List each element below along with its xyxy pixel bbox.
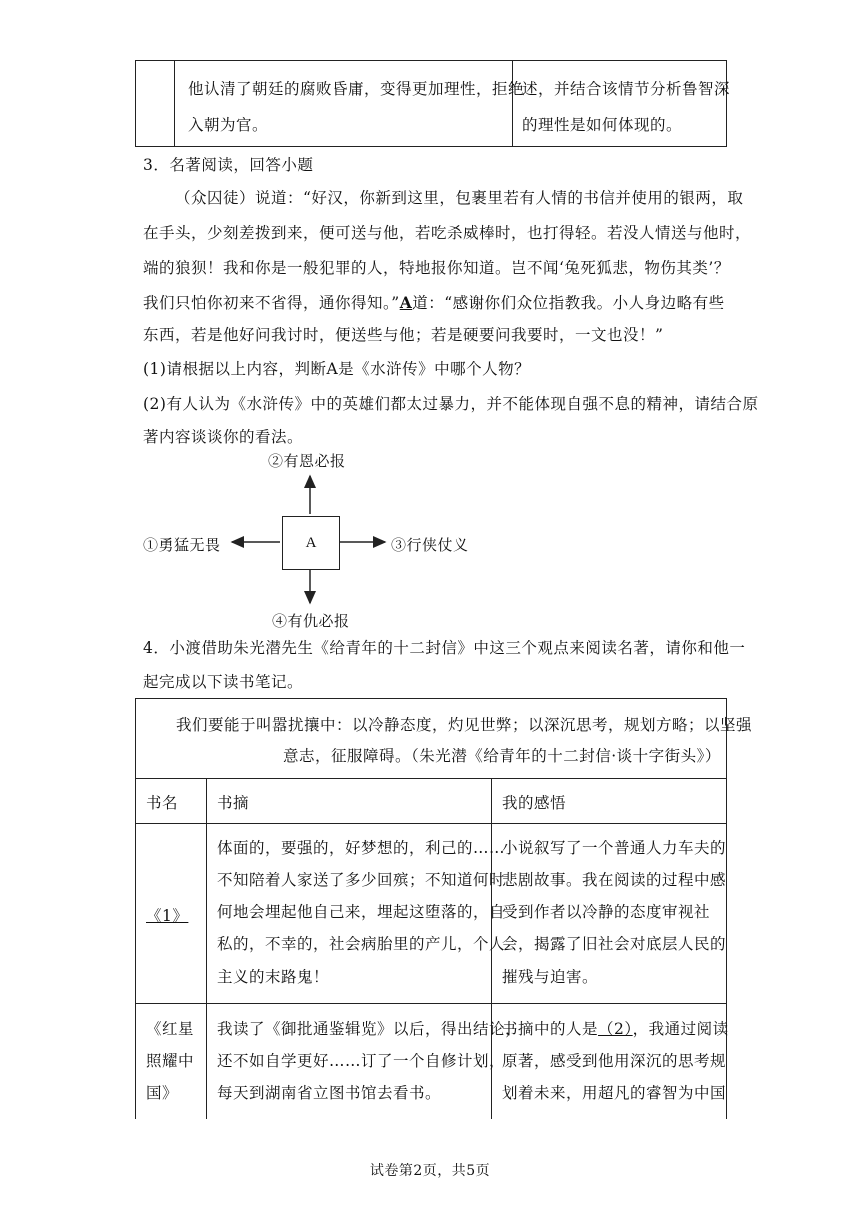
row2-excerpt-1: 我读了《御批通鉴辑览》以后，得出结论，	[217, 1020, 522, 1038]
row1-insight-1: 小说叙写了一个普通人力车夫的	[502, 839, 727, 857]
row2-excerpt-3: 每天到湖南省立图书馆去看书。	[217, 1084, 442, 1102]
row2-title-3: 国》	[146, 1084, 179, 1102]
page-footer: 试卷第2页，共5页	[369, 1163, 491, 1179]
row1-insight-3: 受到作者以冷静的态度审视社	[502, 903, 711, 921]
quote-line-1: 我们要能于叫嚣扰攘中：以冷静态度，灼见世弊；以深沉思考，规划方略；以坚强	[176, 716, 753, 734]
reading-notes-table	[135, 698, 753, 1119]
header-excerpt: 书摘	[217, 794, 250, 812]
q4-heading-line-2: 起完成以下读书笔记。	[143, 673, 304, 691]
row-rule-1	[136, 778, 726, 779]
row1-insight-5: 摧残与迫害。	[502, 968, 599, 986]
top-middle-line-2: 入朝为官。	[188, 116, 269, 134]
q3-passage-line-4b: 道：“感谢你们众位指教我。小人身边略有些	[412, 294, 725, 312]
q3-passage-line-4a: 我们只怕你初来不省得，通你得知。”	[143, 294, 400, 312]
q4-heading-line-1: 4．小渡借助朱光潜先生《给青年的十二封信》中这三个观点来阅读名著，请你和他一	[143, 639, 746, 657]
quote-line-2: 意志，征服障碍。（朱光潜《给青年的十二封信·谈十字街头》）	[283, 747, 721, 765]
header-title: 书名	[146, 794, 179, 812]
header-insight: 我的感悟	[502, 794, 567, 812]
diagram-bottom-label: ④有仇必报	[272, 612, 350, 630]
row2-title-1: 《红星	[146, 1020, 195, 1038]
row2-insight-prefix: 书摘中的人是	[502, 1020, 599, 1038]
top-right-line-1: 述，并结合该情节分析鲁智深	[522, 80, 731, 98]
row1-excerpt-4: 私的，不幸的，社会病胎里的产儿，个人	[217, 935, 506, 953]
diagram-right-label: ③行侠仗义	[391, 536, 469, 554]
col-rule-1	[206, 778, 207, 1119]
row1-insight-2: 悲剧故事。我在阅读的过程中感	[502, 871, 727, 889]
row1-insight-4: 会，揭露了旧社会对底层人民的	[502, 935, 727, 953]
row1-excerpt-3: 何地会埋起他自己来，埋起这堕落的，自	[217, 903, 506, 921]
diagram-left-label: ①勇猛无畏	[143, 536, 221, 554]
q3-passage-line-3: 端的狼狈！我和你是一般犯罪的人，特地报你知道。岂不闻‘兔死狐悲，物伤其类’？	[143, 259, 730, 277]
q3-passage-line-5: 东西，若是他好问我讨时，便送些与他；若是硬要问我要时，一文也没！”	[143, 326, 664, 344]
row2-insight-blank: （2）	[598, 1020, 633, 1038]
q3-passage-line-2: 在手头，少刻差拨到来，便可送与他，若吃杀威棒时，也打得轻。若没人情送与他时，	[143, 224, 752, 242]
q3-sub2-line-1: (2)有人认为《水浒传》中的英雄们都太过暴力，并不能体现自强不息的精神，请结合原	[143, 395, 759, 413]
top-middle-line-1: 他认清了朝廷的腐败昏庸，变得更加理性，拒绝	[188, 80, 525, 98]
q3-blank-a: A	[399, 293, 413, 312]
row2-insight-3: 划着未来，用超凡的睿智为中国	[502, 1084, 727, 1102]
row2-insight-1	[502, 1017, 729, 1039]
row1-title: 《1》	[146, 907, 189, 925]
row2-title-2: 照耀中	[146, 1052, 195, 1070]
diagram-top-label: ②有恩必报	[268, 452, 346, 470]
q3-heading: 3．名著阅读，回答小题	[143, 156, 314, 174]
row2-excerpt-2: 还不如自学更好……订了一个自修计划，	[217, 1052, 506, 1070]
q3-sub2-line-2: 著内容谈谈你的看法。	[143, 428, 304, 446]
row1-excerpt-1: 体面的，要强的，好梦想的，利己的……	[217, 839, 506, 857]
row-rule-3	[136, 1003, 726, 1004]
q3-passage-line-1: （众囚徒）说道：“好汉，你新到这里，包裹里若有人情的书信并使用的银两，取	[175, 189, 744, 207]
row2-insight-2: 原著，感受到他用深沉的思考规	[502, 1052, 727, 1070]
row1-excerpt-5: 主义的末路鬼！	[217, 968, 330, 986]
top-right-line-2: 的理性是如何体现的。	[522, 116, 683, 134]
diagram-center-label: A	[305, 534, 317, 551]
row-rule-2	[136, 823, 726, 824]
q3-sub1: (1)请根据以上内容，判断A是《水浒传》中哪个人物？	[143, 360, 531, 378]
row1-excerpt-2: 不知陪着人家送了多少回殡；不知道何时	[217, 871, 506, 889]
row2-insight-suffix: ，我通过阅读	[632, 1020, 729, 1038]
